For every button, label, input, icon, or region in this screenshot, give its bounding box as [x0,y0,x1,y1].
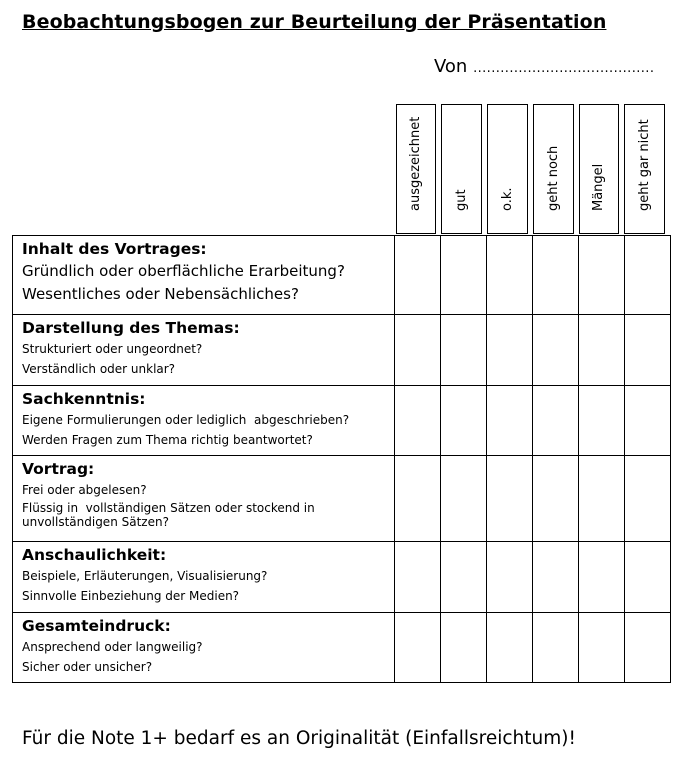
rating-cell-ok[interactable] [487,236,533,315]
criterion-question: Strukturiert oder ungeordnet? [22,342,203,356]
column-header-label: o.k. [499,187,515,211]
rating-cell-gut[interactable] [441,386,487,456]
column-header-label: ausgezeichnet [408,116,423,211]
column-header-maengel [579,104,619,234]
column-header-label: Mängel [591,163,606,211]
table-row [13,613,671,683]
column-header-gut [441,104,482,234]
criterion-title: Inhalt des Vortrages: [22,240,207,258]
rating-cell-geht-noch[interactable] [533,542,579,613]
criterion-question: Werden Fragen zum Thema richtig beantwortet? [22,433,313,447]
table-row [13,456,671,542]
criterion-question: Gründlich oder oberflächliche Erarbeitung? [22,262,345,280]
rating-cell-ausgezeichnet[interactable] [395,613,441,683]
rating-cell-maengel[interactable] [579,236,625,315]
column-header-label: geht gar nicht [636,119,652,211]
criterion-question: Flüssig in vollständigen Sätzen oder stockend in unvollständigen Sätzen? [22,501,319,529]
criterion-question: Ansprechend oder langweilig? [22,640,203,654]
rating-cell-maengel[interactable] [579,386,625,456]
criterion-title: Darstellung des Themas: [22,319,240,337]
criterion-title: Anschaulichkeit: [22,546,167,564]
criterion-question: Sinnvolle Einbeziehung der Medien? [22,589,240,603]
name-blank-line: ........................................ [473,61,655,76]
criterion-question: Eigene Formulierungen oder lediglich abgeschrieben? [22,413,350,427]
criterion-title: Vortrag: [22,460,95,478]
rating-cell-gut[interactable] [441,542,487,613]
column-header-label: gut [453,189,469,211]
footer-note: Für die Note 1+ bedarf es an Originalität (Einfallsreichtum)! [22,728,576,749]
rating-cell-geht-gar-nicht[interactable] [625,236,671,315]
rating-cell-maengel[interactable] [579,315,625,386]
rating-cell-geht-noch[interactable] [533,315,579,386]
criterion-question: Wesentliches oder Nebensächliches? [22,285,299,303]
rating-cell-maengel[interactable] [579,613,625,683]
rating-cell-geht-gar-nicht[interactable] [625,456,671,542]
rating-cell-geht-noch[interactable] [533,386,579,456]
rating-cell-gut[interactable] [441,315,487,386]
criterion-cell [13,542,395,613]
criterion-cell [13,315,395,386]
rating-cell-gut[interactable] [441,456,487,542]
rating-cell-maengel[interactable] [579,456,625,542]
rating-cell-ok[interactable] [487,386,533,456]
rating-cell-geht-gar-nicht[interactable] [625,386,671,456]
criterion-title: Sachkenntnis: [22,390,146,408]
rating-cell-ausgezeichnet[interactable] [395,456,441,542]
rating-cell-geht-noch[interactable] [533,613,579,683]
rating-cell-ausgezeichnet[interactable] [395,542,441,613]
criterion-question: Beispiele, Erläuterungen, Visualisierung? [22,569,268,583]
rating-cell-ausgezeichnet[interactable] [395,236,441,315]
criterion-question: Verständlich oder unklar? [22,362,176,376]
rating-cell-geht-noch[interactable] [533,456,579,542]
rating-cell-ok[interactable] [487,542,533,613]
rating-cell-geht-noch[interactable] [533,236,579,315]
column-header-geht-noch [533,104,574,234]
name-field[interactable] [434,56,654,77]
rating-cell-ok[interactable] [487,315,533,386]
criterion-question: Frei oder abgelesen? [22,483,147,497]
rating-cell-gut[interactable] [441,613,487,683]
rating-cell-geht-gar-nicht[interactable] [625,315,671,386]
criterion-question: Sicher oder unsicher? [22,660,153,674]
criterion-cell [13,386,395,456]
rating-cell-ok[interactable] [487,613,533,683]
von-label: Von [434,56,468,77]
rating-cell-geht-gar-nicht[interactable] [625,542,671,613]
rating-cell-ok[interactable] [487,456,533,542]
table-row [13,315,671,386]
column-header-label: geht noch [545,145,561,211]
criterion-title: Gesamteindruck: [22,617,171,635]
document-title: Beobachtungsbogen zur Beurteilung der Präsentation [22,11,607,33]
table-row [13,236,671,315]
criterion-cell [13,456,395,542]
criterion-cell [13,613,395,683]
rating-cell-ausgezeichnet[interactable] [395,315,441,386]
table-row [13,386,671,456]
column-header-geht-gar-nicht [624,104,665,234]
rating-cell-ausgezeichnet[interactable] [395,386,441,456]
rating-cell-geht-gar-nicht[interactable] [625,613,671,683]
evaluation-table [12,235,671,683]
table-row [13,542,671,613]
rating-cell-maengel[interactable] [579,542,625,613]
column-header-ausgezeichnet [396,104,436,234]
column-header-ok [487,104,528,234]
criterion-cell [13,236,395,315]
rating-cell-gut[interactable] [441,236,487,315]
